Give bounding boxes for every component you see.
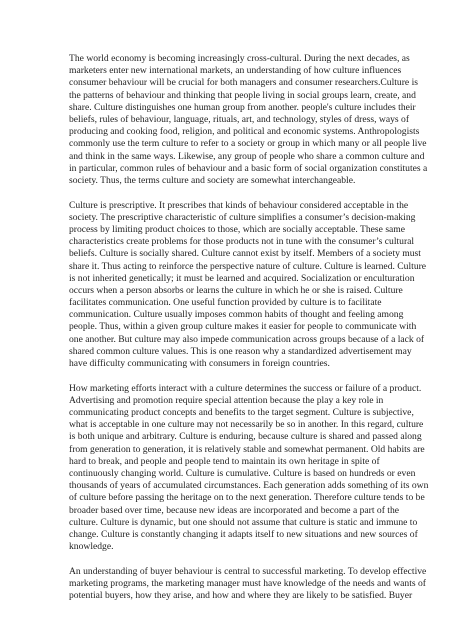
paragraph-line: is not inherited genetically; it must be learned and acquired. Socialization or enculturation [69,272,415,284]
paragraph-line: from generation to generation, it is relatively stable and somewhat permanent. Old habits are [69,443,425,455]
paragraph-line: broader based over time, because new ideas are incorporated and become a part of the [69,504,400,516]
paragraph-line: process by limiting product choices to those, which are socially acceptable. These same [69,223,406,235]
paragraph-line: occurs when a person absorbs or learns the culture in which he or she is raised. Culture [69,284,403,296]
paragraph-line: communicating product concepts and benefits to the target segment. Culture is subjective, [69,407,414,419]
paragraph-line: continuously changing world. Culture is cumulative. Culture is based on hundreds or even [69,468,416,479]
paragraph-line: what is acceptable in one culture may not necessarily be so in another. In this regard, culture [69,419,424,431]
paragraph-line: hard to break, and people and people tend to maintain its own heritage in spite of [69,455,380,467]
paragraph-line: potential buyers, how they arise, and how and where they are likely to be satisfied. Buyer [69,590,413,602]
paragraph-line: society. The prescriptive characteristic of culture simplifies a consumer’s decision-making [69,211,416,223]
paragraph-2 [69,199,427,371]
paragraph-line: The world economy is becoming increasingly cross-cultural. During the next decades, as [69,53,410,64]
paragraph-line: share. Culture distinguishes one human group from another. people's culture includes their [69,101,416,113]
paragraph-line: society. Thus, the terms culture and society are somewhat interchangeable. [69,174,356,186]
paragraph-line: and think in the same ways. Likewise, any group of people who share a common culture and [69,150,425,162]
paragraph-line: in particular, common rules of behaviour and a basic form of social organization constitutes a [69,162,428,174]
paragraph-line: producing and cooking food, religion, and political and economic systems. Anthropologists [69,126,420,138]
paragraph-line: of culture before passing the heritage on to the next generation. Therefore culture tends to be [69,492,425,504]
paragraph-line: commonly use the term culture to refer to a society or group in which many or all people live [69,138,427,150]
paragraph-line: shared common culture values. This is one reason why a standardized advertisement may [69,345,412,357]
paragraph-line: share it. Thus acting to reinforce the perspective nature of culture. Culture is learned. Culture [69,260,427,272]
paragraph-line: marketing programs, the marketing manager must have knowledge of the needs and wants of [69,578,426,589]
paragraph-line: people. Thus, within a given group culture makes it easier for people to communicate with [69,321,417,333]
paragraph-line: How marketing efforts interact with a culture determines the success or failure of a product. [69,382,422,394]
paragraph-line: characteristics create problems for those products not in tune with the consumer’s cultural [69,236,415,248]
paragraph-line: one another. But culture may also impede communication across groups because of a lack of [69,333,425,345]
paragraph-line: culture. Culture is dynamic, but one should not assume that culture is static and immune to [69,516,418,528]
paragraph-line: facilitates communication. One useful function provided by culture is to facilitate [69,297,382,309]
paragraph-line: knowledge. [69,541,114,553]
paragraph-line: the patterns of behaviour and thinking that people living in social groups learn, create, and [69,89,416,101]
paragraph-line: marketers enter new international markets, an understanding of how culture influences [69,65,402,77]
paragraph-line: Culture is prescriptive. It prescribes that kinds of behaviour considered acceptable in the [69,199,409,211]
paragraph-line: change. Culture is constantly changing it adapts itself to new situations and new sources of [69,528,418,540]
paragraph-line: is both unique and arbitrary. Culture is enduring, because culture is shared and passed along [69,431,422,443]
paragraph-3 [69,382,429,554]
paragraph-1 [69,53,428,187]
paragraph-line: thousands of years of accumulated circumstances. Each generation adds something of its own [69,480,429,492]
paragraph-line: communication. Culture usually imposes common habits of thought and feeling among [69,309,404,321]
paragraph-line: have difficulty communicating with consumers in foreign countries. [69,358,330,369]
paragraph-line: beliefs. Culture is socially shared. Culture cannot exist by itself. Members of a society must [69,248,421,260]
paragraph-line: consumer behaviour will be crucial for both managers and consumer researchers.Culture is [69,77,418,89]
paragraph-line: beliefs, rules of behaviour, language, rituals, art, and technology, styles of dress, ways of [69,113,410,125]
paragraph-line: Advertising and promotion require special attention because the play a key role in [69,394,384,406]
paragraph-line: An understanding of buyer behaviour is central to successful marketing. To develop effective [69,565,427,577]
paragraph-4 [69,565,427,603]
document-page [69,53,429,615]
